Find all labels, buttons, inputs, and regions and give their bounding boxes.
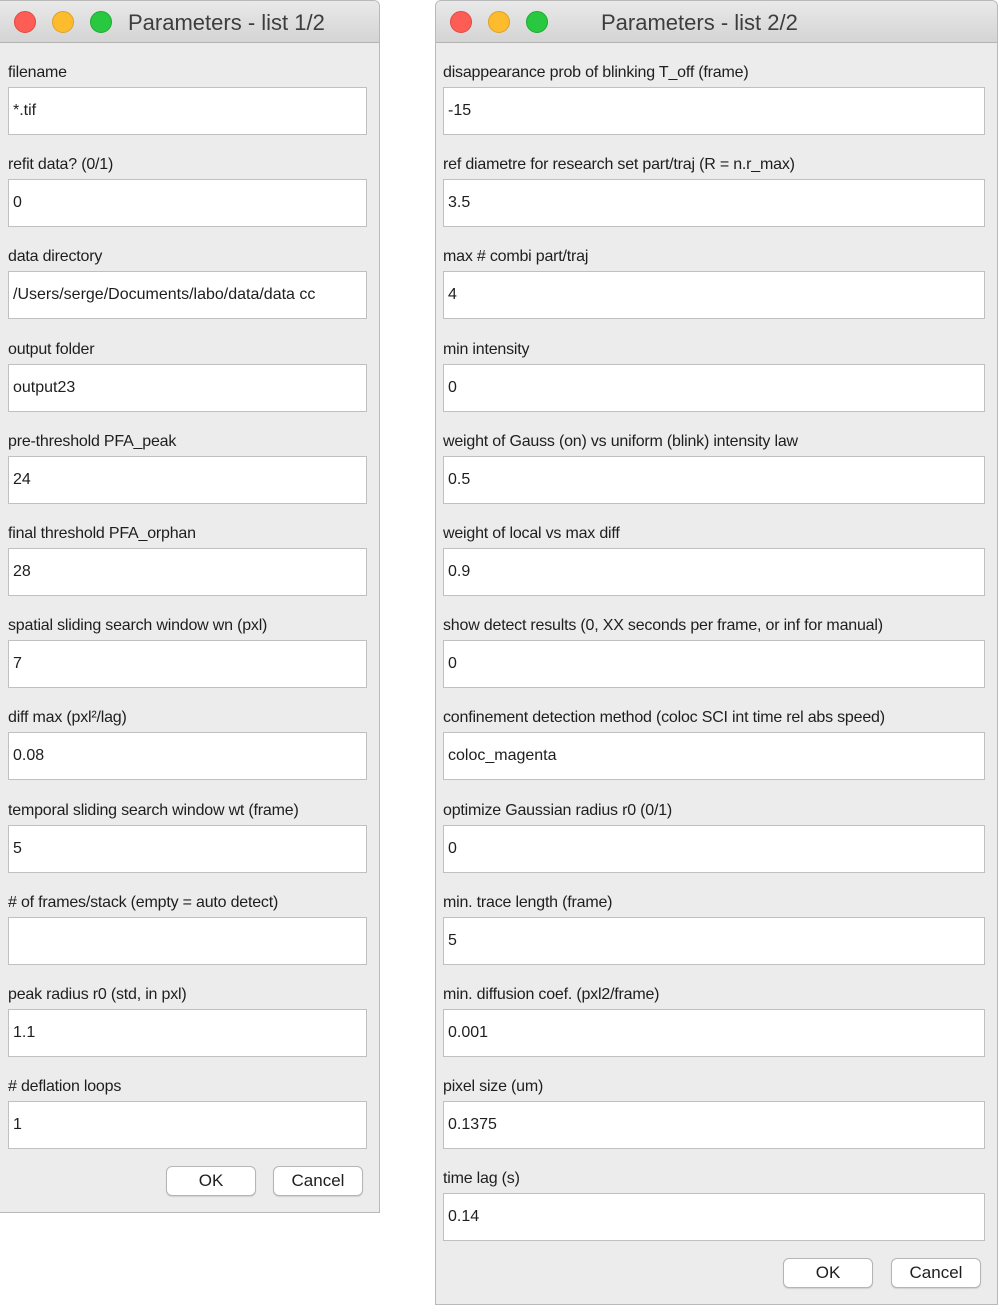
parameter-field (8, 893, 367, 965)
field-label: peak radius r0 (std, in pxl) (8, 986, 187, 1003)
parameters-window-1 (0, 0, 380, 1213)
field-label: min. diffusion coef. (pxl2/frame) (443, 986, 660, 1003)
field-input[interactable]: 0 (443, 364, 985, 412)
field-label: filename (8, 64, 67, 81)
field-label: weight of local vs max diff (443, 525, 620, 542)
field-input[interactable]: 24 (8, 456, 367, 504)
field-input[interactable]: 0.9 (443, 548, 985, 596)
field-label: # of frames/stack (empty = auto detect) (8, 893, 279, 911)
field-label: weight of Gauss (on) vs uniform (blink) intensity law (443, 432, 798, 450)
field-label: confinement detection method (coloc SCI int time rel abs speed) (443, 709, 885, 727)
field-label: diff max (pxl²/lag) (8, 709, 127, 727)
cancel-button[interactable]: Cancel (273, 1166, 363, 1196)
field-input[interactable]: 4 (443, 271, 985, 319)
parameter-field (8, 247, 367, 319)
minimize-window-icon[interactable] (488, 11, 510, 33)
parameter-field (8, 985, 367, 1057)
title-bar[interactable] (436, 1, 997, 43)
parameter-field (8, 616, 367, 688)
parameter-field (443, 893, 985, 965)
minimize-window-icon[interactable] (52, 11, 74, 33)
field-input[interactable] (8, 917, 367, 965)
parameter-field (8, 432, 367, 504)
title-bar[interactable] (0, 1, 379, 43)
zoom-window-icon[interactable] (90, 11, 112, 33)
window-title: Parameters - list 2/2 (601, 10, 798, 35)
field-label: spatial sliding search window wn (pxl) (8, 617, 268, 635)
field-label: min. trace length (frame) (443, 893, 613, 911)
field-input[interactable]: 5 (8, 825, 367, 873)
field-input[interactable]: 3.5 (443, 179, 985, 227)
field-input[interactable]: 0.001 (443, 1009, 985, 1057)
field-input[interactable]: output23 (8, 364, 367, 412)
field-input[interactable]: *.tif (8, 87, 367, 135)
field-input[interactable]: 0 (443, 825, 985, 873)
field-label: # deflation loops (8, 1078, 122, 1096)
field-label: max # combi part/traj (443, 248, 589, 266)
parameter-field (8, 340, 367, 412)
parameter-field (443, 155, 985, 227)
parameter-field (443, 524, 985, 596)
parameter-field (443, 801, 985, 873)
field-input[interactable]: 0 (8, 179, 367, 227)
field-label: data directory (8, 248, 103, 266)
field-input[interactable]: 0 (443, 640, 985, 688)
field-input[interactable]: 1.1 (8, 1009, 367, 1057)
field-label: min intensity (443, 340, 530, 358)
window-title: Parameters - list 1/2 (128, 10, 325, 35)
field-label: ref diametre for research set part/traj (R = n.r_max) (443, 156, 795, 174)
field-label: temporal sliding search window wt (frame) (8, 801, 299, 819)
field-input[interactable]: 1 (8, 1101, 367, 1149)
field-label: pre-threshold PFA_peak (8, 432, 177, 450)
close-window-icon[interactable] (450, 11, 472, 33)
parameter-field (443, 1077, 985, 1149)
field-input[interactable]: 0.14 (443, 1193, 985, 1241)
close-window-icon[interactable] (14, 11, 36, 33)
field-input[interactable]: -15 (443, 87, 985, 135)
zoom-window-icon[interactable] (526, 11, 548, 33)
parameter-field (443, 340, 985, 412)
field-label: disappearance prob of blinking T_off (frame) (443, 64, 749, 81)
field-input[interactable]: /Users/serge/Documents/labo/data/data cc (8, 271, 367, 319)
field-input[interactable]: 7 (8, 640, 367, 688)
parameter-field (8, 801, 367, 873)
cancel-button[interactable]: Cancel (891, 1258, 981, 1288)
field-label: show detect results (0, XX seconds per frame, or inf for manual) (443, 617, 883, 635)
field-input[interactable]: 28 (8, 548, 367, 596)
parameter-field (8, 708, 367, 780)
ok-button[interactable]: OK (783, 1258, 873, 1288)
parameter-field (443, 708, 985, 780)
parameter-field (443, 63, 985, 135)
field-input[interactable]: 0.5 (443, 456, 985, 504)
parameter-field (8, 1077, 367, 1149)
parameter-field (443, 985, 985, 1057)
parameter-field (443, 432, 985, 504)
field-label: time lag (s) (443, 1170, 520, 1188)
parameter-field (443, 247, 985, 319)
parameter-field (443, 1169, 985, 1241)
field-label: output folder (8, 340, 95, 358)
field-label: pixel size (um) (443, 1078, 544, 1096)
parameter-field (443, 616, 985, 688)
field-label: optimize Gaussian radius r0 (0/1) (443, 801, 673, 819)
field-label: final threshold PFA_orphan (8, 525, 196, 542)
field-input[interactable]: 0.1375 (443, 1101, 985, 1149)
ok-button[interactable]: OK (166, 1166, 256, 1196)
parameter-field (8, 524, 367, 596)
field-input[interactable]: 5 (443, 917, 985, 965)
field-label: refit data? (0/1) (8, 156, 114, 174)
parameter-field (8, 63, 367, 135)
parameter-field (8, 155, 367, 227)
parameters-window-2 (435, 0, 998, 1305)
field-input[interactable]: 0.08 (8, 732, 367, 780)
field-input[interactable]: coloc_magenta (443, 732, 985, 780)
